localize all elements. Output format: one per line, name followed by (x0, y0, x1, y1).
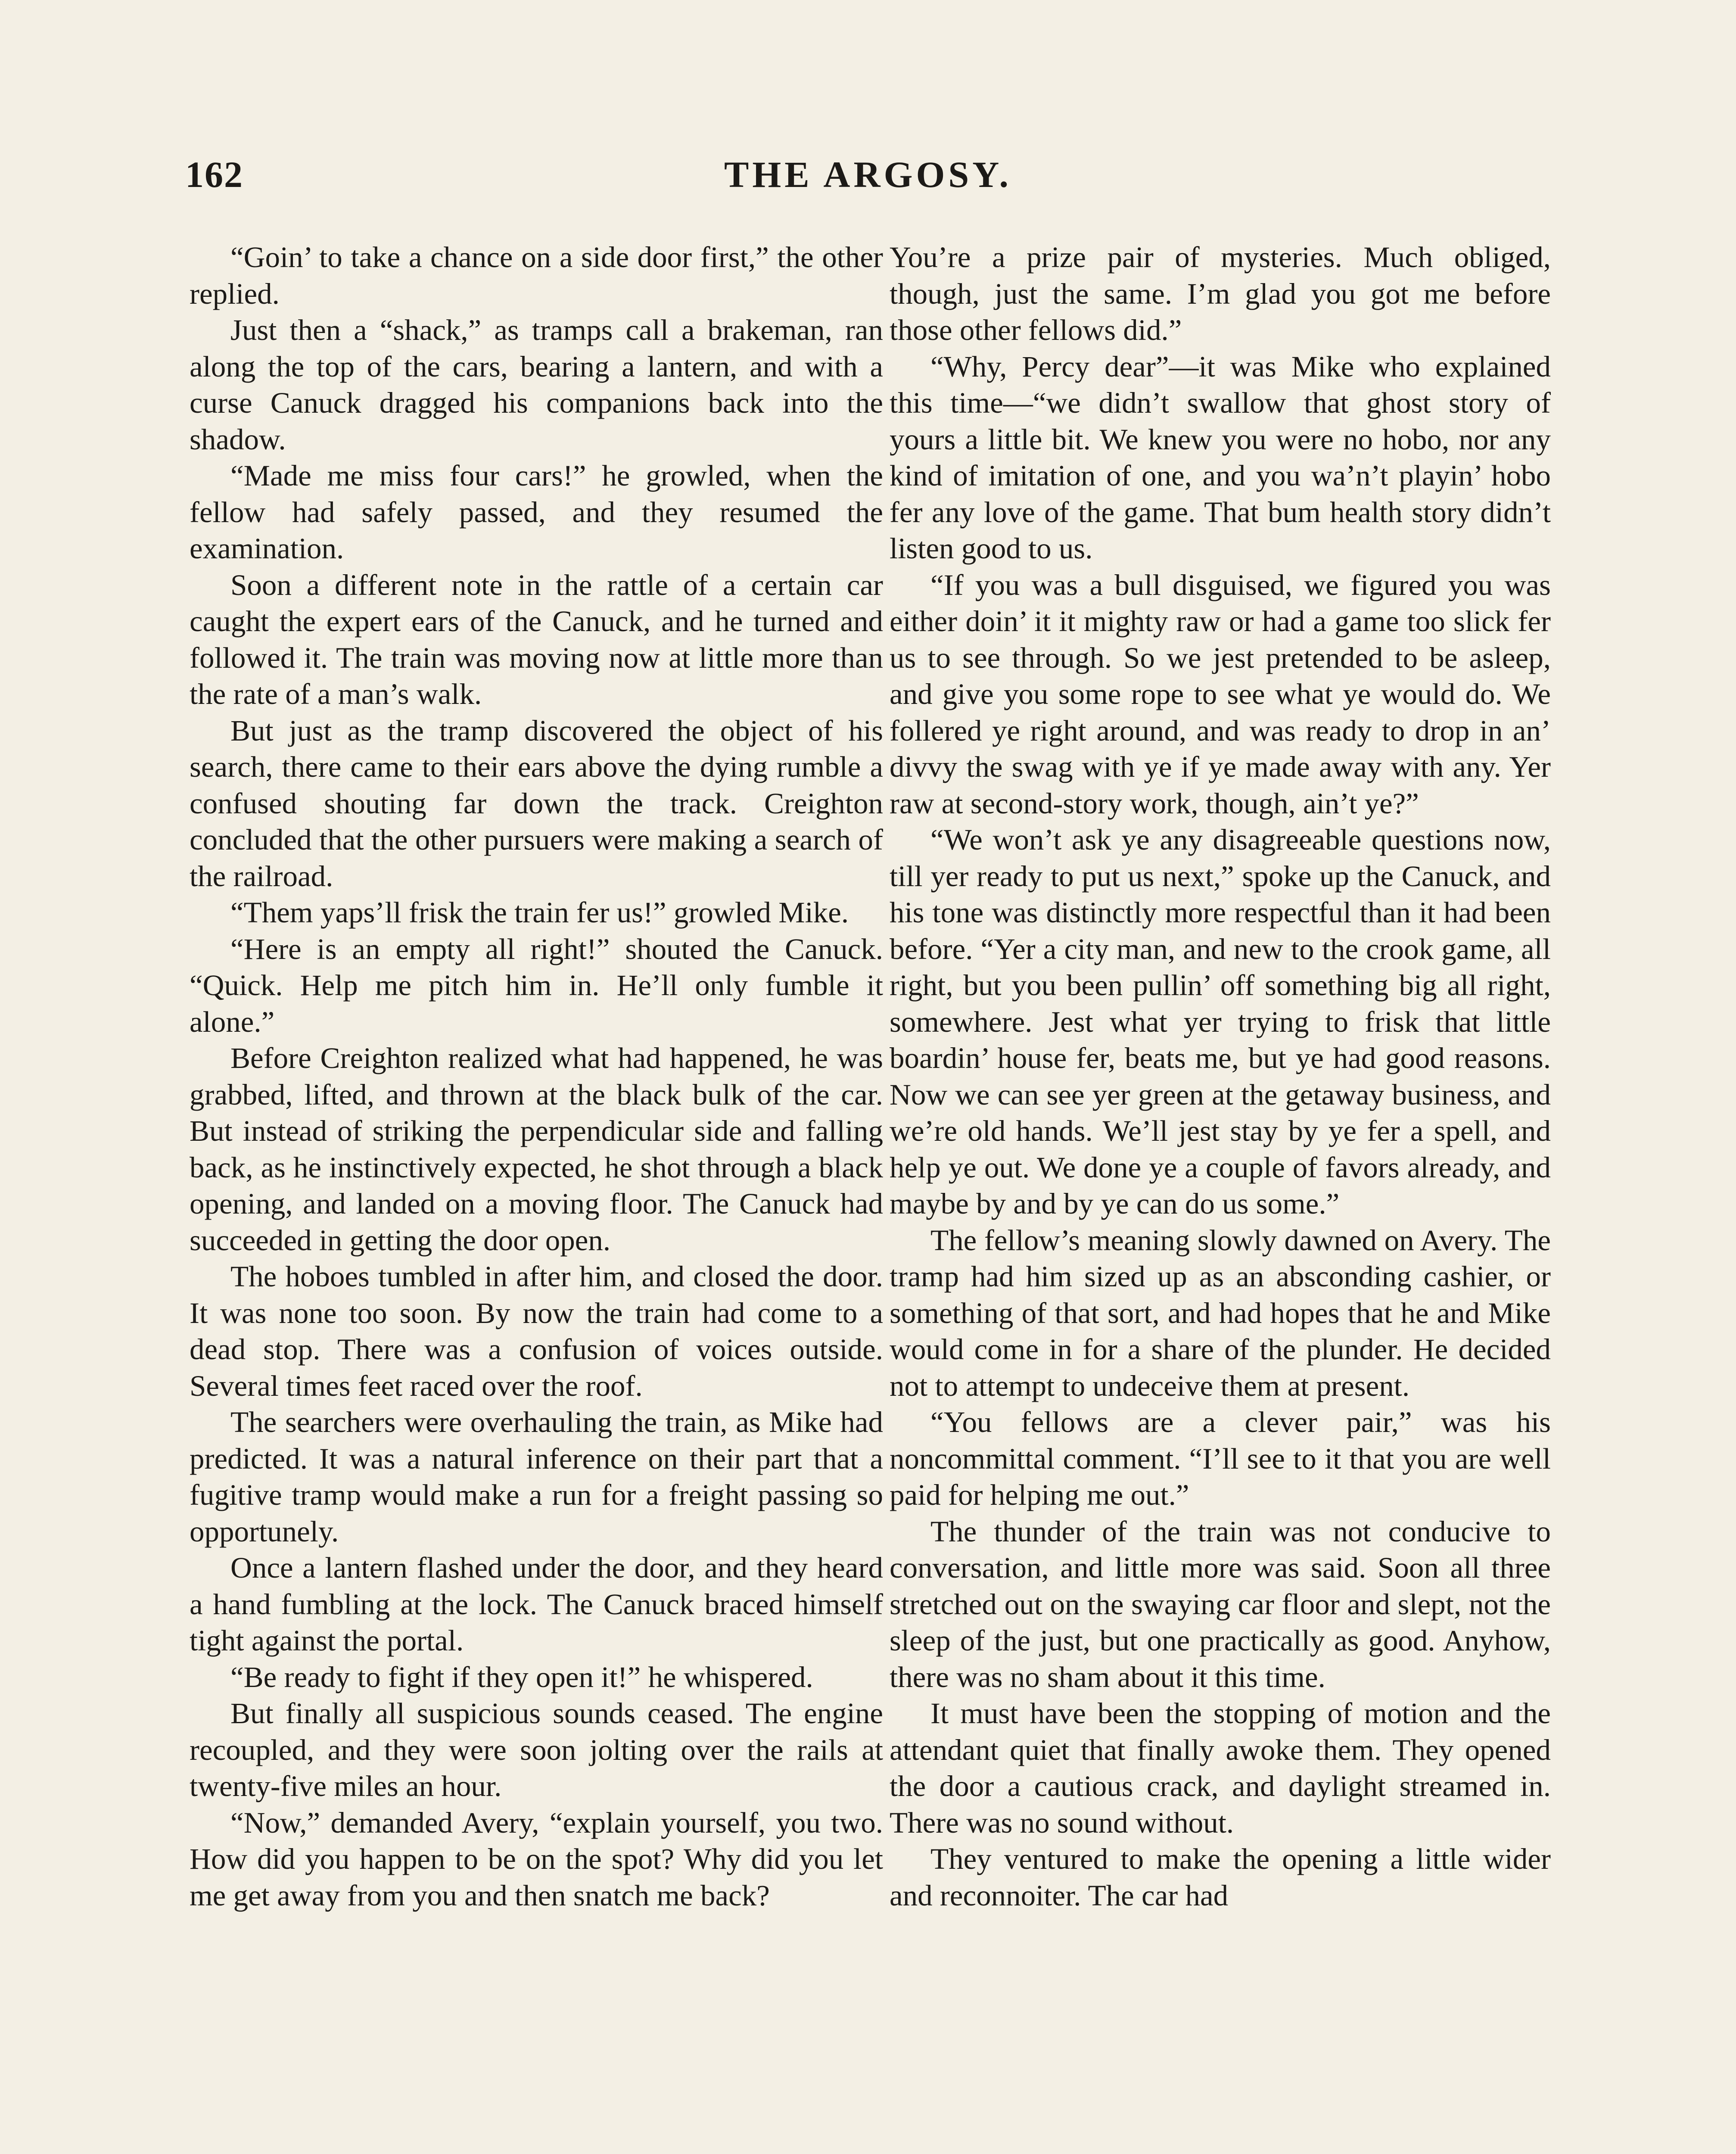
paragraph: The searchers were overhauling the train, as Mike had predicted. It was a natural inference on their part that a fugitive tramp would make a run for a freight passing so opportunely. (190, 1406, 883, 1548)
paragraph: They ventured to make the opening a little wider and reconnoiter. The car had (890, 1843, 1551, 1912)
paragraph: “Goin’ to take a chance on a side door first,” the other replied. (190, 241, 883, 310)
paragraph: But just as the tramp discovered the object of his search, there came to their ears above the dying rumble a confused shouting far down the track. Creighton concluded that the other pursuers were making a search of the railroad. (190, 714, 883, 893)
running-head: THE ARGOSY. (724, 154, 1012, 195)
paragraph: “Why, Percy dear”—it was Mike who explained this time—“we didn’t swallow that ghost story of yours a little bit. We knew you were no hobo, nor any kind of imitation of one, and you wa’n’t playin’ hobo fer any love of the game. That bum health story didn’t listen good to us. (890, 350, 1551, 565)
paragraph: Just then a “shack,” as tramps call a brakeman, ran along the top of the cars, bearing a lantern, and with a curse Canuck dragged his companions back into the shadow. (190, 314, 883, 456)
paragraph: Soon a different note in the rattle of a certain car caught the expert ears of the Canuck, and he turned and followed it. The train was moving now at little more than the rate of a man’s walk. (190, 568, 883, 710)
paragraph: The thunder of the train was not conducive to conversation, and little more was said. Soon all three stretched out on the swaying car floor and slept, not the sleep of the just, but one practically as good. Anyhow, there was no sham about it this time. (890, 1515, 1551, 1693)
paragraph: “Now,” demanded Avery, “explain yourself, you two. How did you happen to be on the spot? Why did you let me get away from you and then snatch me back? (190, 1806, 883, 1912)
paragraph: The hoboes tumbled in after him, and closed the door. It was none too soon. By now the train had come to a dead stop. There was a confusion of voices outside. Several times feet raced over the roof. (190, 1260, 883, 1402)
paragraph: Before Creighton realized what had happened, he was grabbed, lifted, and thrown at the black bulk of the car. But instead of striking the perpendicular side and falling back, as he instinctively expected, he shot through a black opening, and landed on a moving floor. The Canuck had succeeded in getting the door open. (190, 1042, 883, 1257)
left-column (190, 239, 883, 1914)
paragraph: “Them yaps’ll frisk the train fer us!” growled Mike. (230, 896, 849, 929)
paragraph: “Here is an empty all right!” shouted the Canuck. “Quick. Help me pitch him in. He’ll only fumble it alone.” (190, 932, 883, 1038)
paragraph: The fellow’s meaning slowly dawned on Avery. The tramp had him sized up as an absconding cashier, or something of that sort, and had hopes that he and Mike would come in for a share of the plunder. He decided not to attempt to undeceive them at present. (890, 1223, 1551, 1402)
right-column (890, 239, 1551, 1914)
paragraph: Once a lantern flashed under the door, and they heard a hand fumbling at the lock. The Canuck braced himself tight against the portal. (190, 1551, 883, 1657)
paragraph: “You fellows are a clever pair,” was his noncommittal comment. “I’ll see to it that you are well paid for helping me out.” (890, 1406, 1551, 1511)
paragraph: But finally all suspicious sounds ceased. The engine recoupled, and they were soon jolting over the rails at twenty-five miles an hour. (190, 1697, 883, 1802)
paragraph: “Made me miss four cars!” he growled, when the fellow had safely passed, and they resumed the examination. (190, 459, 883, 565)
paragraph: “Be ready to fight if they open it!” he whispered. (230, 1660, 813, 1693)
paragraph: “We won’t ask ye any disagreeable questions now, till yer ready to put us next,” spoke up the Canuck, and his tone was distinctly more respectful than it had been before. “Yer a city man, and new to the crook game, all right, but you been pullin’ off something big all right, somewhere. Jest what yer trying to frisk that little boardin’ house fer, beats me, but ye had good reasons. Now we can see yer green at the getaway business, and we’re old hands. We’ll jest stay by ye fer a spell, and help ye out. We done ye a couple of favors already, and maybe by and by ye can do us some.” (890, 823, 1551, 1220)
paragraph-continuation: You’re a prize pair of mysteries. Much obliged, though, just the same. I’m glad you got me before those other fellows did.” (890, 241, 1551, 346)
paragraph: It must have been the stopping of motion and the attendant quiet that finally awoke them. They opened the door a cautious crack, and daylight streamed in. There was no sound without. (890, 1697, 1551, 1839)
paragraph: “If you was a bull disguised, we figured you was either doin’ it it mighty raw or had a game too slick fer us to see through. So we jest pretended to be asleep, and give you some rope to see what ye would do. We follered ye right around, and was ready to drop in an’ divvy the swag with ye if ye made away with any. Yer raw at second-story work, though, ain’t ye?” (890, 568, 1551, 820)
page-number: 162 (185, 154, 243, 195)
